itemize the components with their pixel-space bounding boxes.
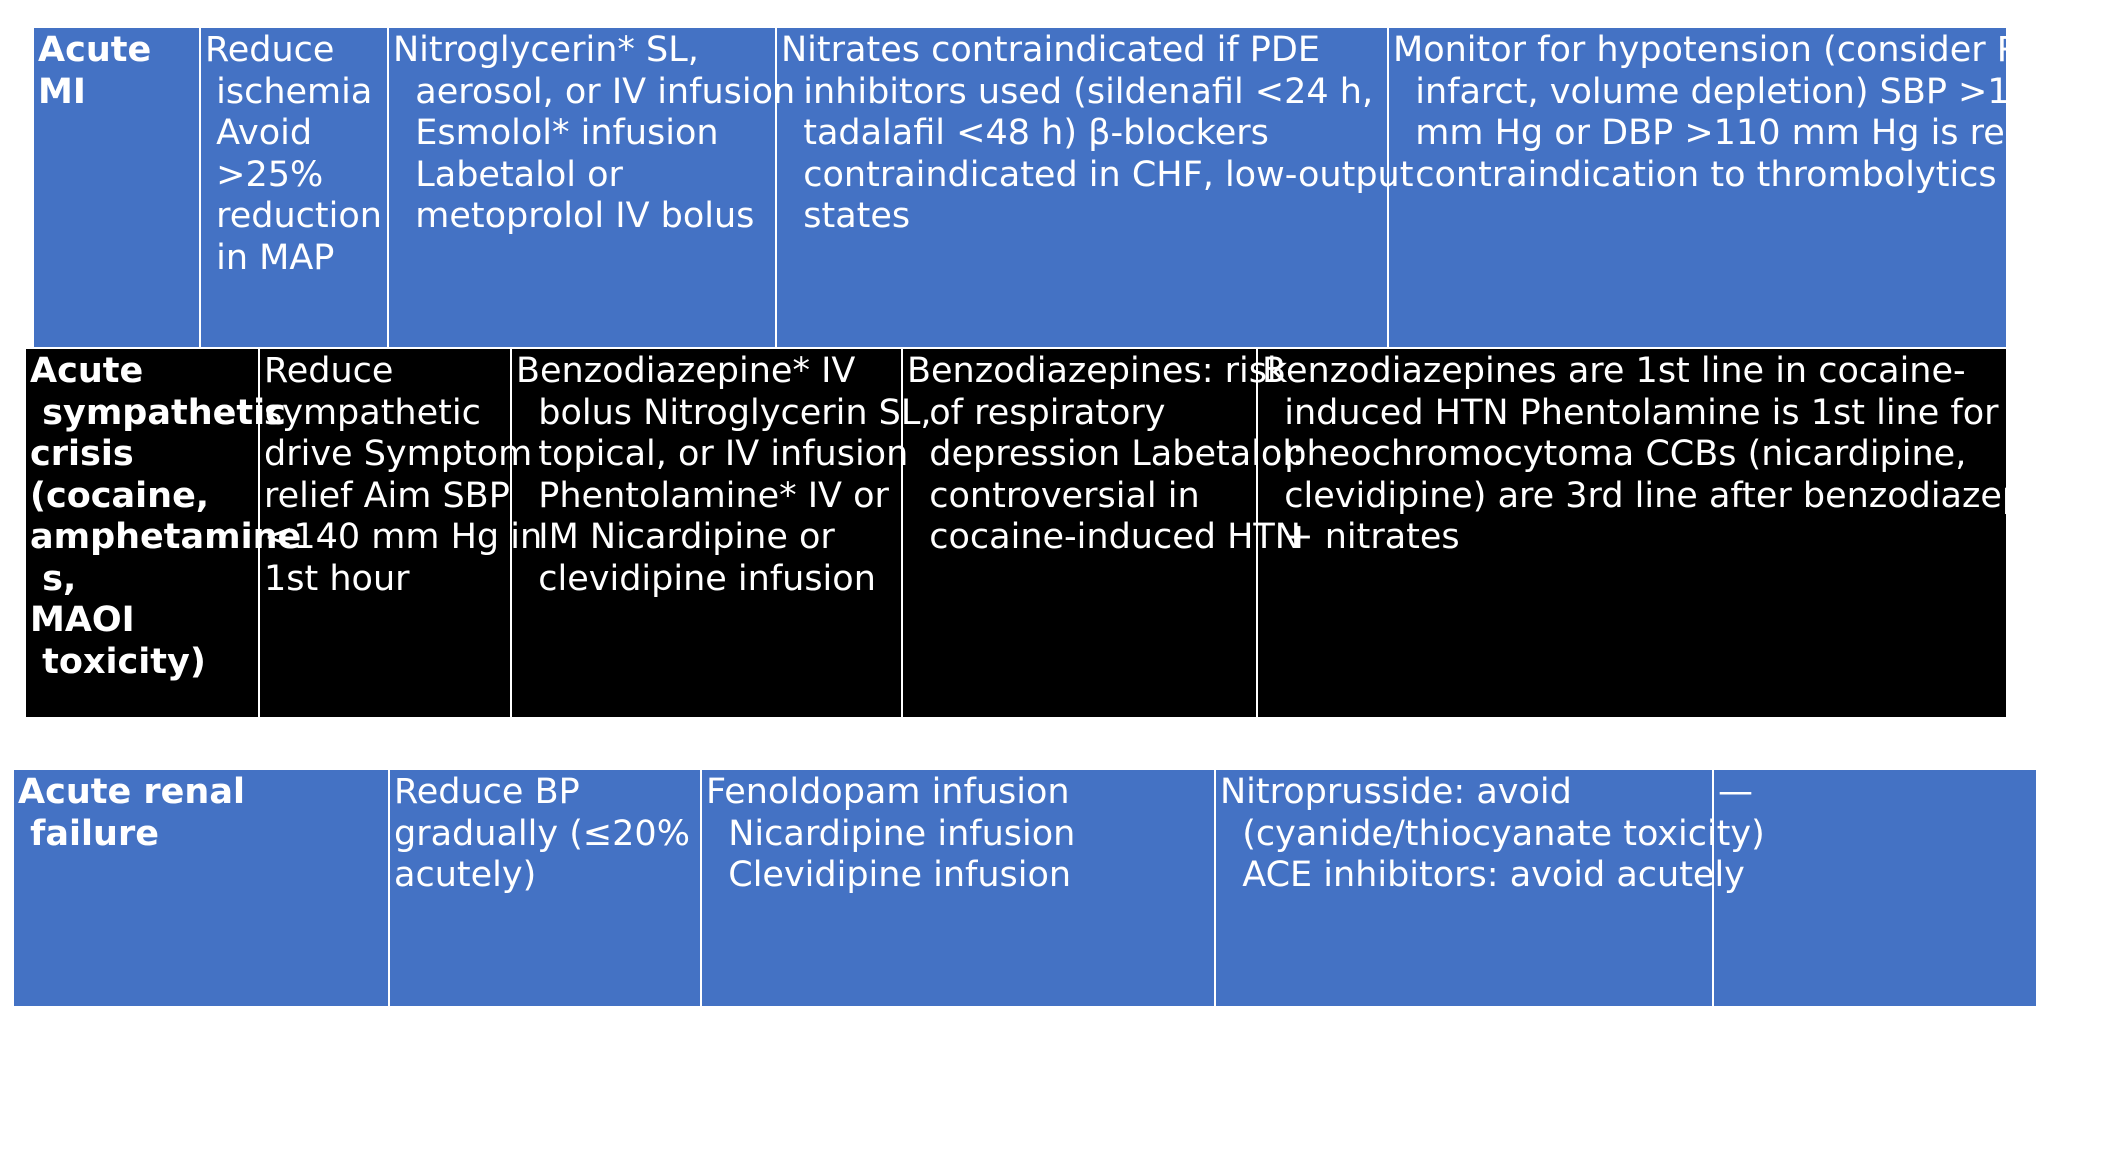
table-row-acute-mi bbox=[34, 26, 2102, 349]
notes-cell: Benzodiazepines are 1st line in cocaine- induced HTN Phentolamine is 1st line for pheochromocytoma CCBs (nicardipine, clevidipine) are 3rd line after benzodiazepines + nitrates bbox=[1256, 349, 2006, 717]
cautions-cell: Nitroprusside: avoid (cyanide/thiocyanate toxicity) ACE inhibitors: avoid acutely bbox=[1214, 770, 1712, 1006]
goal-cell: Reduce ischemia Avoid >25% reduction in MAP bbox=[199, 28, 387, 347]
agents-cell: Benzodiazepine* IV bolus Nitroglycerin SL, topical, or IV infusion Phentolamine* IV or IM Nicardipine or clevidipine infusion bbox=[510, 349, 901, 717]
condition-cell: Acute renal failure bbox=[18, 772, 245, 854]
condition-cell: Acute MI bbox=[38, 30, 152, 112]
table-row-acute-renal-failure bbox=[14, 768, 2036, 1008]
goal-cell: Reduce sympathetic drive Symptom relief Aim SBP <140 mm Hg in 1st hour bbox=[258, 349, 510, 717]
goal-cell: Reduce BP gradually (≤20% acutely) bbox=[388, 770, 700, 1006]
notes-cell: Monitor for hypotension (consider RV infarct, volume depletion) SBP >180 mm Hg or DBP >110 mm Hg is relative contraindication to thrombolytics bbox=[1387, 28, 2006, 347]
table-row-acute-sympathetic-crisis bbox=[26, 347, 2096, 719]
agents-cell: Fenoldopam infusion Nicardipine infusion Clevidipine infusion bbox=[700, 770, 1214, 1006]
cautions-cell: Nitrates contraindicated if PDE inhibitors used (sildenafil <24 h, tadalafil <48 h) β-blockers contraindicated in CHF, low-output states bbox=[775, 28, 1387, 347]
cautions-cell: Benzodiazepines: risk of respiratory depression Labetalol: controversial in cocaine-induced HTN bbox=[901, 349, 1256, 717]
notes-cell: — bbox=[1712, 770, 2036, 1006]
agents-cell: Nitroglycerin* SL, aerosol, or IV infusion Esmolol* infusion Labetalol or metoprolol IV bolus bbox=[387, 28, 775, 347]
condition-cell: Acute sympathetic crisis (cocaine, amphetamine s, MAOI toxicity) bbox=[30, 351, 302, 682]
